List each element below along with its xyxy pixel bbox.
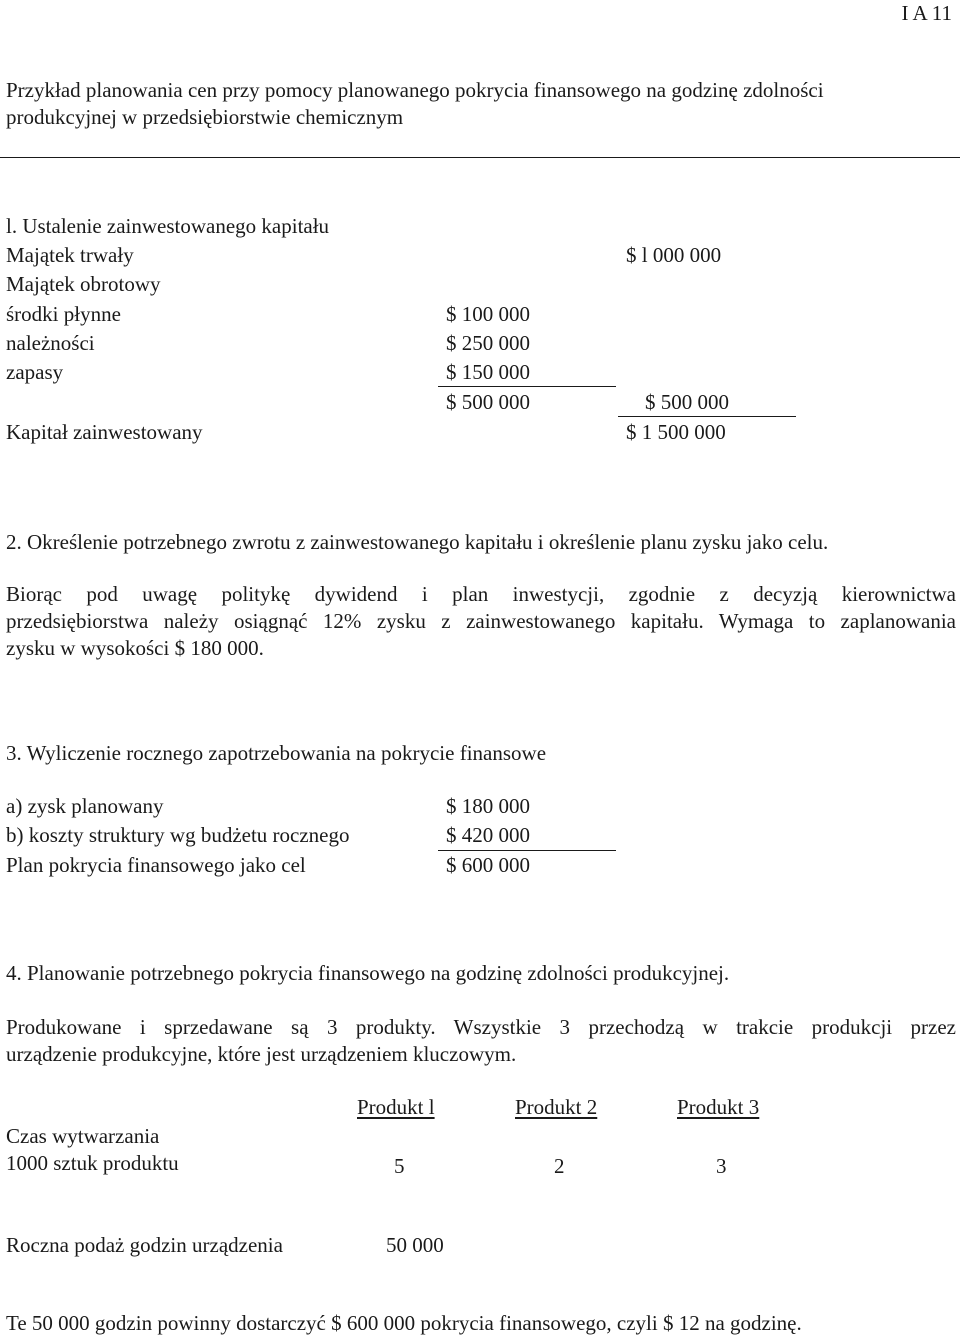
coverage-plan-label: Plan pokrycia finansowego jako cel: [6, 853, 306, 877]
section1-heading: l. Ustalenie zainwestowanego kapitału: [6, 214, 330, 238]
annual-supply-value: 50 000: [386, 1233, 444, 1257]
section2-paragraph-line1: Biorąc pod uwagę politykę dywidend i plan inwestycji, zgodnie z decyzją kierownictwa: [6, 582, 956, 606]
structure-costs-value: $ 420 000: [446, 823, 530, 847]
title-divider: [0, 157, 960, 158]
annual-supply-label: Roczna podaż godzin urządzenia: [6, 1233, 283, 1257]
table-row-label-line1: Czas wytwarzania: [6, 1124, 160, 1148]
coverage-plan-value: $ 600 000: [446, 853, 530, 877]
page-code: I A 11: [901, 1, 952, 25]
fixed-assets-value: $ l 000 000: [626, 243, 722, 267]
section2-heading: 2. Określenie potrzebnego zwrotu z zainwestowanego kapitału i określenie planu zysku jako celu.: [6, 530, 829, 554]
table-row-label-line2: 1000 sztuk produktu: [6, 1151, 179, 1175]
table-value-product-2: 2: [554, 1154, 565, 1178]
invested-capital-value: $ 1 500 000: [626, 420, 726, 444]
current-assets-label: Majątek obrotowy: [6, 272, 161, 296]
document-title-line1: Przykład planowania cen przy pomocy planowanego pokrycia finansowego na godzinę zdolności: [6, 78, 824, 102]
document-title-line2: produkcyjnej w przedsiębiorstwie chemicznym: [6, 105, 404, 129]
invested-capital-label: Kapitał zainwestowany: [6, 420, 203, 444]
inventory-label: zapasy: [6, 360, 64, 384]
cash-label: środki płynne: [6, 302, 121, 326]
section3-heading: 3. Wyliczenie rocznego zapotrzebowania na pokrycie finansowe: [6, 741, 547, 765]
section4-paragraph-line2: urządzenie produkcyjne, które jest urządzeniem kluczowym.: [6, 1042, 517, 1066]
receivables-value: $ 250 000: [446, 331, 530, 355]
subtotal-rule: [438, 386, 616, 387]
section2-paragraph-line3: zysku w wysokości $ 180 000.: [6, 636, 264, 660]
planned-profit-value: $ 180 000: [446, 794, 530, 818]
table-value-product-3: 3: [716, 1154, 727, 1178]
table-header-product-3: Produkt 3: [677, 1095, 760, 1119]
current-subtotal-value: $ 500 000: [446, 390, 530, 414]
total-rule: [618, 416, 796, 417]
section4-heading: 4. Planowanie potrzebnego pokrycia finansowego na godzinę zdolności produkcyjnej.: [6, 961, 730, 985]
conclusion-text: Te 50 000 godzin powinny dostarczyć $ 600 000 pokrycia finansowego, czyli $ 12 na godzinę.: [6, 1311, 802, 1335]
section4-paragraph-line1: Produkowane i sprzedawane są 3 produkty. Wszystkie 3 przechodzą w trakcie produkcji przez: [6, 1015, 956, 1039]
plan-sum-rule: [438, 850, 616, 851]
inventory-value: $ 150 000: [446, 360, 530, 384]
table-value-product-1: 5: [394, 1154, 405, 1178]
receivables-label: należności: [6, 331, 95, 355]
section2-paragraph-line2: przedsiębiorstwa należy osiągnąć 12% zysku z zainwestowanego kapitału. Wymaga to zaplanowania: [6, 609, 956, 633]
fixed-assets-label: Majątek trwały: [6, 243, 134, 267]
table-header-product-2: Produkt 2: [515, 1095, 598, 1119]
current-total-value: $ 500 000: [645, 390, 729, 414]
planned-profit-label: a) zysk planowany: [6, 794, 164, 818]
structure-costs-label: b) koszty struktury wg budżetu rocznego: [6, 823, 350, 847]
cash-value: $ 100 000: [446, 302, 530, 326]
table-header-product-1: Produkt l: [357, 1095, 435, 1119]
